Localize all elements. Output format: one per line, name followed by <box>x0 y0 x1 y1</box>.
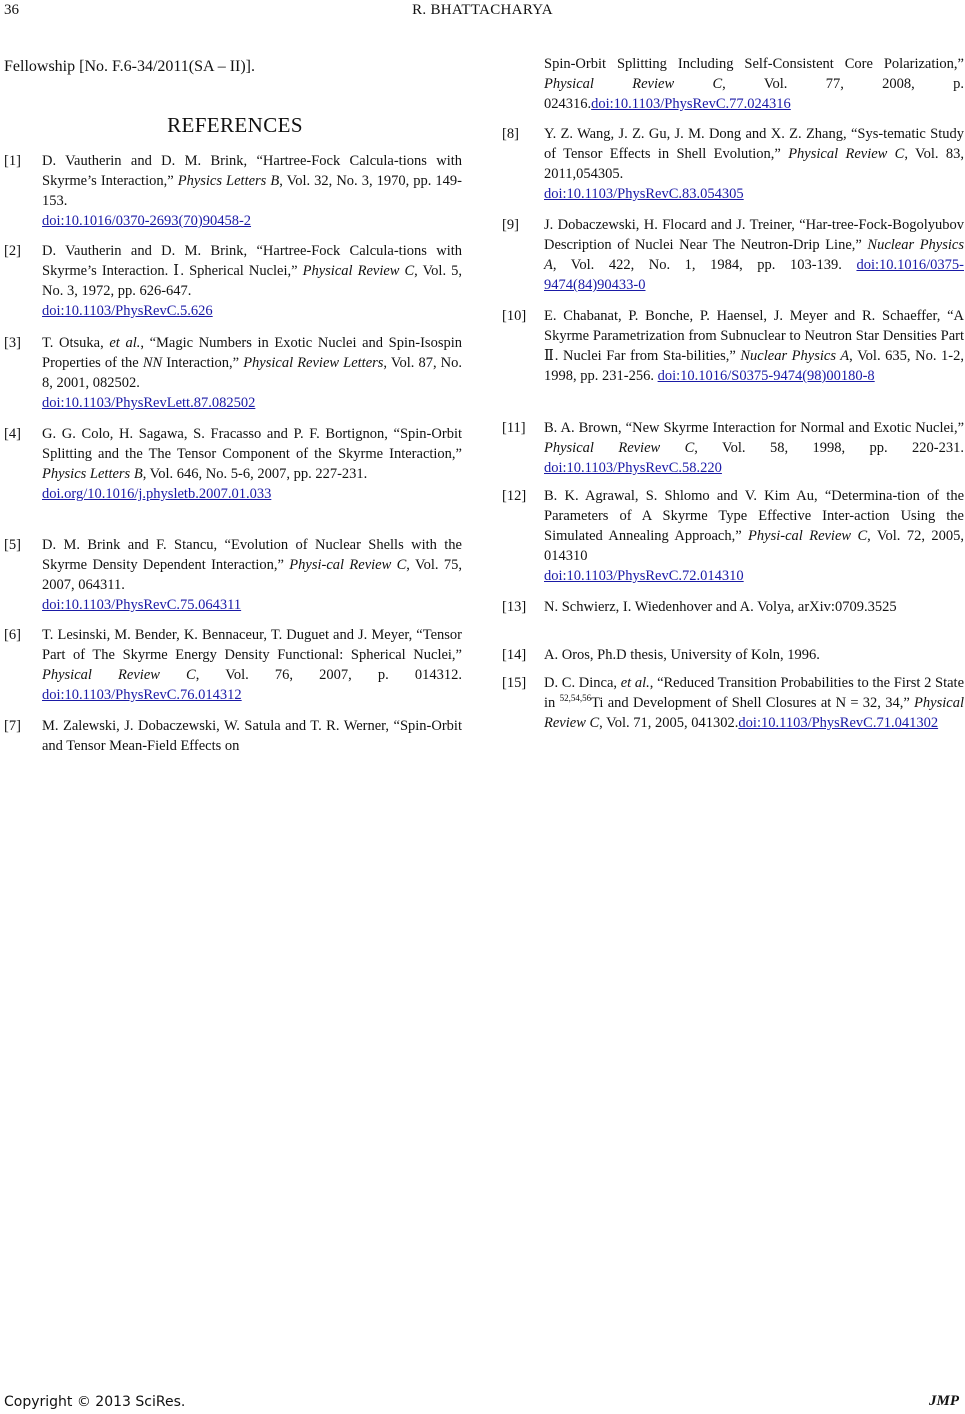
ref-journal: Physical Review Letters <box>243 355 384 371</box>
ref-number: [2] <box>4 243 21 259</box>
ref-journal: Physics Letters B <box>42 466 143 482</box>
ref-journal: Physical Review C <box>544 695 964 731</box>
ref-text: , Vol. 5, No. 3, 1972, pp. 626-647. <box>42 263 462 299</box>
ref-text: , “Magic Numbers in Exotic Nuclei and Spin-Isospin Properties of the <box>42 335 462 371</box>
ref-text: B. A. Brown, “New Skyrme Interaction for Normal and Exotic Nuclei,” <box>544 420 964 436</box>
ref-number: [6] <box>4 627 21 643</box>
doi-link[interactable]: doi:10.1103/PhysRevC.71.041302 <box>738 715 939 731</box>
ref-text: , “Reduced Transition Probabilities to the First 2 State in <box>544 675 965 711</box>
ref-number: [14] <box>502 647 527 663</box>
ref-number: [10] <box>502 308 527 324</box>
reference-6 <box>4 625 462 705</box>
ref-nn: NN <box>142 355 163 371</box>
ref-text: , Vol. 87, No. 8, 2001, 082502. <box>42 355 462 391</box>
reference-1 <box>4 151 462 231</box>
ref-journal: Nuclear Physics A <box>740 348 850 364</box>
ref-number: [5] <box>4 537 21 553</box>
ref-journal: Physi-cal Review C <box>289 557 407 573</box>
ref-text: D. Vautherin and D. M. Brink, “Hartree-Fock Calcula-tions with Skyrme’s Interaction. Ⅰ. Spherical Nuclei,” <box>42 243 462 279</box>
reference-8 <box>502 124 964 204</box>
ref-number: [3] <box>4 335 21 351</box>
ref-text: D. M. Brink and F. Stancu, “Evolution of Nuclear Shells with the Skyrme Density Dependent Interaction,” <box>42 537 462 573</box>
ref-journal: Physical Review C <box>42 667 196 683</box>
ref-text: Spin-Orbit Splitting Including Self-Consistent Core Polarization,” <box>544 56 964 72</box>
ref-journal: Physical Review C <box>544 76 723 92</box>
fellowship-text: Fellowship [No. F.6-34/2011(SA – II)]. <box>4 58 256 75</box>
doi-link[interactable]: doi:10.1103/PhysRevC.58.220 <box>544 460 722 476</box>
ref-text: , Vol. 71, 2005, 041302. <box>599 715 739 731</box>
ref-text: N. Schwierz, I. Wiedenhover and A. Volya, arXiv:0709.3525 <box>544 599 897 615</box>
ref-text: T. Lesinski, M. Bender, K. Bennaceur, T. Duguet and J. Meyer, “Tensor Part of The Skyrme Energy Density Functional: Spherical Nuclei,” <box>42 627 462 663</box>
ref-text: Y. Z. Wang, J. Z. Gu, J. M. Dong and X. Z. Zhang, “Sys-tematic Study of Tensor Effects in Shell Evolution,” <box>544 126 964 162</box>
ref-number: [9] <box>502 217 519 233</box>
ref-text: , Vol. 32, No. 3, 1970, pp. 149-153. <box>42 173 463 209</box>
ref-text: , Vol. 75, 2007, 064311. <box>42 557 462 593</box>
ref-number: [7] <box>4 718 21 734</box>
ref-text: , Vol. 72, 2005, 014310 <box>544 528 964 564</box>
reference-10 <box>502 306 964 386</box>
doi-link[interactable]: doi:10.1103/PhysRevC.77.024316 <box>591 96 791 112</box>
reference-12 <box>502 486 964 586</box>
ref-number: [15] <box>502 675 527 691</box>
ref-etal: et al. <box>620 675 650 691</box>
page-number: 36 <box>4 2 19 18</box>
ref-journal: Physical Review C <box>302 263 415 279</box>
ref-number: [8] <box>502 126 519 142</box>
ref-text: , Vol. 646, No. 5-6, 2007, pp. 227-231. <box>142 466 368 482</box>
ref-text: Ti and Development of Shell Closures at N = 32, 34,” <box>591 695 915 711</box>
doi-link[interactable]: doi:10.1103/PhysRevC.75.064311 <box>42 597 242 613</box>
isotope-superscript: 52,54,56 <box>559 693 592 703</box>
ref-number: [1] <box>4 153 21 169</box>
ref-text: , Vol. 422, No. 1, 1984, pp. 103-139. <box>552 257 857 273</box>
running-head: R. BHATTACHARYA <box>412 2 553 18</box>
reference-3 <box>4 333 462 413</box>
ref-journal: Physi-cal Review C <box>748 528 868 544</box>
journal-abbreviation: JMP <box>929 1393 959 1409</box>
ref-text: J. Dobaczewski, H. Flocard and J. Treiner, “Har-tree-Fock-Bogolyubov Description of Nuclei Near The Neutron-Drip Line,” <box>544 217 964 253</box>
reference-7-continued <box>502 54 964 114</box>
ref-text: D. Vautherin and D. M. Brink, “Hartree-Fock Calcula-tions with Skyrme’s Interaction,” <box>42 153 462 189</box>
copyright-footer: Copyright © 2013 SciRes. <box>4 1394 186 1410</box>
reference-9 <box>502 215 964 295</box>
ref-number: [12] <box>502 488 527 504</box>
ref-etal: et al. <box>109 335 141 351</box>
ref-text: , Vol. 77, 2008, p. 024316. <box>544 76 965 112</box>
ref-number: [4] <box>4 426 21 442</box>
doi-link[interactable]: doi:10.1103/PhysRevC.72.014310 <box>544 568 744 584</box>
reference-2 <box>4 241 462 321</box>
ref-text: , Vol. 83, 2011,054305. <box>544 146 965 182</box>
ref-journal: Physical Review C <box>544 440 695 456</box>
ref-text: E. Chabanat, P. Bonche, P. Haensel, J. Meyer and R. Schaeffer, “A Skyrme Parametrization from Subnuclear to Neutron Star Densities Part Ⅱ. Nuclei Far from Sta-bilities,” <box>544 308 964 364</box>
doi-link[interactable]: doi:10.1016/S0375-9474(98)00180-8 <box>657 368 875 384</box>
reference-14 <box>502 645 964 665</box>
ref-text: T. Otsuka, <box>42 335 110 351</box>
doi-link[interactable]: doi:10.1016/0370-2693(70)90458-2 <box>42 213 252 229</box>
reference-7 <box>4 716 462 756</box>
doi-link[interactable]: doi:10.1103/PhysRevC.83.054305 <box>544 186 744 202</box>
doi-link[interactable]: doi:10.1103/PhysRevC.5.626 <box>42 303 213 319</box>
ref-journal: Nuclear Physics A <box>544 237 964 273</box>
ref-text: , Vol. 76, 2007, p. 014312. <box>195 667 463 683</box>
ref-text: D. C. Dinca, <box>544 675 621 691</box>
reference-15 <box>502 673 964 733</box>
ref-text: A. Oros, Ph.D thesis, University of Koln, 1996. <box>544 647 820 663</box>
reference-11 <box>502 418 964 478</box>
reference-5 <box>4 535 462 615</box>
ref-text: B. K. Agrawal, S. Shlomo and V. Kim Au, “Determina-tion of the Parameters of A Skyrme Type Effective Inter-action Using the Simulated Annealing Approach,” <box>544 488 964 544</box>
ref-text: , Vol. 58, 1998, pp. 220-231. <box>694 440 964 456</box>
ref-number: [11] <box>502 420 526 436</box>
ref-text: , Vol. 635, No. 1-2, 1998, pp. 231-256. <box>544 348 964 384</box>
ref-text: G. G. Colo, H. Sagawa, S. Fracasso and P. F. Bortignon, “Spin-Orbit Splitting and the The Tensor Component of the Skyrme Interaction,” <box>42 426 462 462</box>
doi-link[interactable]: doi:10.1103/PhysRevC.76.014312 <box>42 687 242 703</box>
ref-number: [13] <box>502 599 527 615</box>
ref-text: Interaction,” <box>162 355 244 371</box>
doi-link[interactable]: doi.org/10.1016/j.physletb.2007.01.033 <box>42 486 272 502</box>
ref-journal: Physical Review C <box>788 146 905 162</box>
reference-13 <box>502 597 964 617</box>
ref-text: M. Zalewski, J. Dobaczewski, W. Satula and T. R. Werner, “Spin-Orbit and Tensor Mean-Field Effects on <box>42 718 462 754</box>
reference-4 <box>4 424 462 504</box>
references-heading: REFERENCES <box>167 113 303 137</box>
doi-link[interactable]: doi:10.1016/0375-9474(84)90433-0 <box>544 257 964 293</box>
ref-journal: Physics Letters B <box>177 173 280 189</box>
doi-link[interactable]: doi:10.1103/PhysRevLett.87.082502 <box>42 395 256 411</box>
